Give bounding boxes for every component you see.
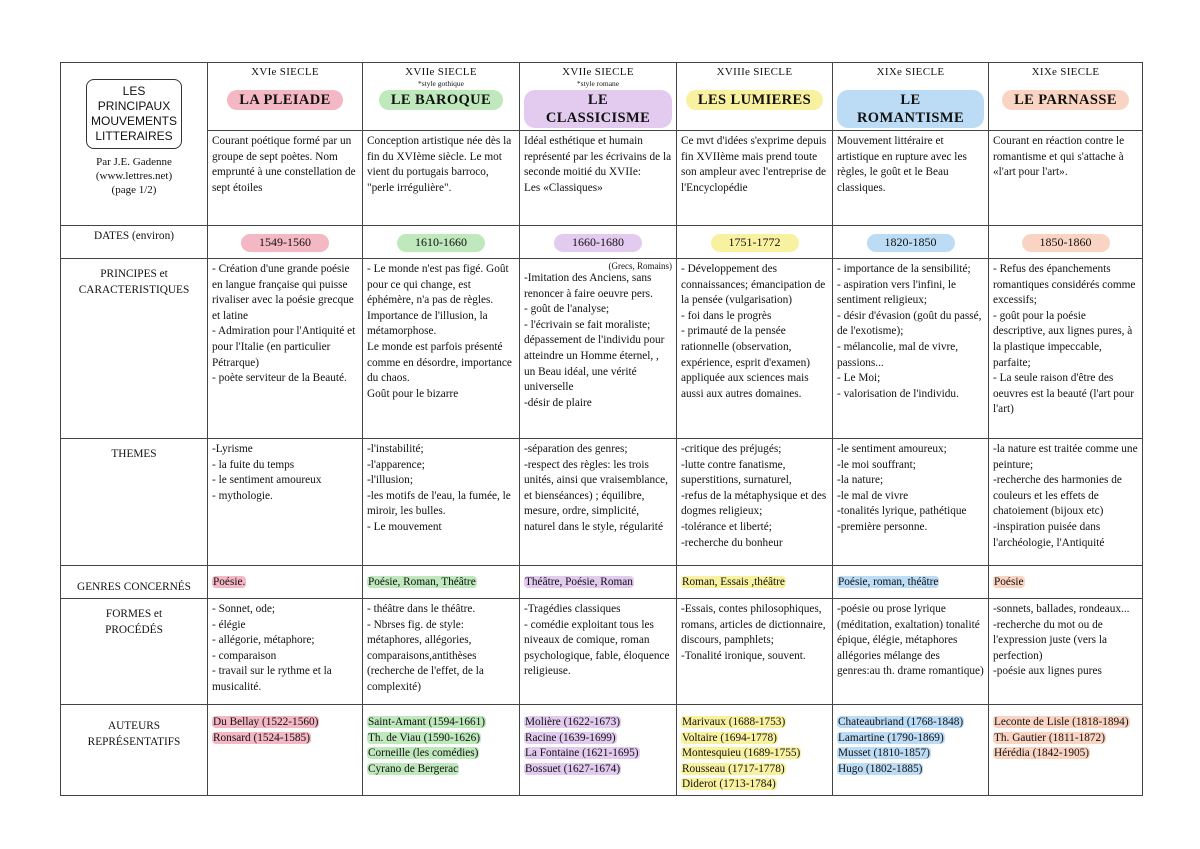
author-entry <box>212 731 358 747</box>
principe-item: - l'écrivain se fait moraliste; dépassement de l'individu pour atteindre un Homme éternel, , un Beau idéal, une vérité universelle <box>524 318 665 394</box>
movement-title-wrap <box>524 90 672 128</box>
author-name: Hugo (1802-1885) <box>838 762 923 775</box>
theme-item: -le mal de vivre <box>837 489 909 502</box>
movement-title-wrap <box>681 90 828 110</box>
author-name: Lamartine (1790-1869) <box>838 731 944 744</box>
genres-cell <box>208 566 363 599</box>
themes-cell <box>989 439 1143 566</box>
author-name: Th. de Viau (1590-1626) <box>368 731 481 744</box>
theme-item: -recherche du bonheur <box>681 536 783 549</box>
movement-title: LES LUMIERES <box>686 90 823 110</box>
principe-item: - mélancolie, mal de vivre, passions... <box>837 340 959 369</box>
forme-item: - théâtre dans le théâtre. <box>367 603 476 615</box>
author-name: Racine (1639-1699) <box>525 731 616 744</box>
date-range: 1660-1680 <box>554 234 642 252</box>
author-name: Leconte de Lisle (1818-1894) <box>994 716 1129 728</box>
theme-item: -le sentiment amoureux; <box>837 443 947 455</box>
themes-cell <box>833 439 989 566</box>
movement-header <box>677 63 833 131</box>
forme-item: -Essais, contes philosophiques, romans, articles de dictionnaire, discours, pamphlets; <box>681 603 826 647</box>
title-box <box>86 79 182 149</box>
style-note <box>681 79 828 88</box>
theme-item: - la fuite du temps <box>212 458 295 471</box>
theme-item: -la nature; <box>837 474 884 487</box>
principes-cell <box>520 259 677 439</box>
movement-header <box>363 63 520 131</box>
author-name: Hérédia (1842-1905) <box>994 747 1090 760</box>
author-entry <box>367 746 515 762</box>
theme-item: -première personne. <box>837 520 928 533</box>
formes-row <box>61 599 1143 705</box>
century-label: XVIIe SIECLE <box>562 66 634 78</box>
century-label: XIXe SIECLE <box>1031 66 1100 78</box>
byline <box>65 155 203 197</box>
forme-item: - Nbrses fig. de style: métaphores, allégories, comparaisons,antithèses (recherche de l'effet, de la complexité) <box>367 618 484 693</box>
author-entry <box>837 731 984 747</box>
author-name: Th. Gautier (1811-1872) <box>994 731 1105 744</box>
auteurs-cell <box>208 705 363 796</box>
themes-cell <box>363 439 520 566</box>
theme-item: -l'apparence; <box>367 458 425 471</box>
formes-cell <box>208 599 363 705</box>
forme-item: -Tonalité ironique, souvent. <box>681 649 806 662</box>
movement-header <box>520 63 677 131</box>
principe-item: - importance de la sensibilité; <box>837 263 971 275</box>
row-label-principes <box>61 259 208 439</box>
date-range: 1820-1850 <box>867 234 955 252</box>
principe-item: - Le Moi; <box>837 372 881 385</box>
movement-title-wrap <box>993 90 1138 110</box>
forme-item: - Sonnet, ode; <box>212 603 276 615</box>
definition-text: Courant poétique formé par un groupe de sept poètes. Nom emprunté à une constellation de sept étoiles <box>212 135 356 194</box>
principe-item: - Création d'une grande poésie en langue française qui puisse rivaliser avec la poésie grecque et latine <box>212 263 354 322</box>
movement-header <box>208 63 363 131</box>
date-range: 1751-1772 <box>711 234 799 252</box>
definition-text: Idéal esthétique et humain représenté par les écrivains de la seconde moitié du XVIIe: <box>524 135 672 179</box>
principe-item: -désir de plaire <box>524 396 592 409</box>
row-label-line: CARACTERISTIQUES <box>78 283 190 296</box>
definition-text: Les «Classiques» <box>524 181 603 194</box>
auteurs-row <box>61 705 1143 796</box>
movement-title: LE PARNASSE <box>1002 90 1129 110</box>
row-label-dates: DATES (environ) <box>61 226 208 259</box>
title-line: PRINCIPAUX <box>97 99 171 113</box>
themes-cell <box>677 439 833 566</box>
forme-item: - travail sur le rythme et la musicalité. <box>212 665 332 693</box>
dates-cell <box>989 226 1143 259</box>
auteurs-cell <box>520 705 677 796</box>
theme-item: - le sentiment amoureux <box>212 474 322 487</box>
author-name: Corneille (les comédies) <box>368 747 479 760</box>
style-note <box>993 79 1138 88</box>
theme-item: - Le mouvement <box>367 520 442 533</box>
genres-text: Théâtre, Poésie, Roman <box>525 575 633 588</box>
definition-cell <box>989 131 1143 226</box>
formes-cell <box>677 599 833 705</box>
forme-item: -poésie ou prose lyrique (méditation, exaltation) tonalité épique, élégie, métaphores allégories mélange des genres:au th. drame romantique) <box>837 603 984 678</box>
principe-item: Le monde est parfois présenté comme en désordre, importance du chaos. <box>367 340 512 385</box>
date-range: 1610-1660 <box>397 234 485 252</box>
author-entry <box>524 746 672 762</box>
principe-item: - Refus des épanchements romantiques considérés comme excessifs; <box>993 263 1136 307</box>
theme-item: -lutte contre fanatisme, superstitions, surnaturel, <box>681 458 792 487</box>
theme-item: -respect des règles: les trois unités, ainsi que vraisemblance, et bienséances) ; équilibre, mesure, ordre, simplicité, naturel dans le style, régularité <box>524 458 668 533</box>
genres-cell <box>677 566 833 599</box>
style-note <box>837 79 984 88</box>
date-note: (Grecs, Romains) <box>608 261 672 271</box>
principes-cell <box>677 259 833 439</box>
style-note <box>212 79 358 88</box>
style-note: *style romane <box>576 79 620 88</box>
author-entry <box>837 715 984 731</box>
principe-item: - goût de l'analyse; <box>524 303 610 316</box>
theme-item: -tonalités lyrique, pathétique <box>837 505 967 518</box>
principe-item: - poète serviteur de la Beauté. <box>212 372 347 385</box>
definition-text: Ce mvt d'idées s'exprime depuis fin XVIIème mais prend toute son ampleur avec l'entreprise de l'Encyclopédie <box>681 135 827 194</box>
author-name: Montesquieu (1689-1755) <box>682 747 801 760</box>
author-entry <box>993 731 1138 747</box>
principe-item: - foi dans le progrès <box>681 309 772 322</box>
theme-item: -les motifs de l'eau, la fumée, le miroir, les bulles. <box>367 489 511 518</box>
row-label-auteurs <box>61 705 208 796</box>
century-label: XVIIIe SIECLE <box>716 66 793 78</box>
principes-cell <box>833 259 989 439</box>
theme-item: -refus de la métaphysique et des dogmes religieux; <box>681 489 827 518</box>
theme-item: -séparation des genres; <box>524 443 628 455</box>
author-name: La Fontaine (1621-1695) <box>525 747 639 760</box>
author-name: Voltaire (1694-1778) <box>682 731 777 744</box>
movement-title: LE CLASSICISME <box>524 90 672 128</box>
forme-item: -sonnets, ballades, rondeaux... <box>993 603 1130 615</box>
genres-cell <box>833 566 989 599</box>
forme-item: - comédie exploitant tous les niveaux de comique, roman psychologique, fable, éloquence religieuse. <box>524 618 670 678</box>
author-name: Cyrano de Bergerac <box>368 762 459 775</box>
movements-table <box>60 62 1142 791</box>
definition-cell <box>363 131 520 226</box>
author-entry <box>681 715 828 731</box>
auteurs-cell <box>677 705 833 796</box>
author-name: Diderot (1713-1784) <box>682 778 776 791</box>
author-entry <box>367 731 515 747</box>
forme-item: -Tragédies classiques <box>524 603 621 615</box>
genres-text: Roman, Essais ,théâtre <box>682 575 785 588</box>
author-name: Musset (1810-1857) <box>838 747 930 760</box>
dates-cell <box>833 226 989 259</box>
author-name: Chateaubriand (1768-1848) <box>838 716 964 728</box>
author-entry <box>367 762 515 778</box>
principe-item: - Développement des connaissances; émancipation de la pensée (vulgarisation) <box>681 263 826 307</box>
theme-item: -l'instabilité; <box>367 443 424 455</box>
movement-title: LE BAROQUE <box>379 90 503 110</box>
theme-item: -recherche des harmonies de couleurs et les effets de chatoiement (bijoux etc) <box>993 474 1122 518</box>
author-entry <box>993 715 1138 731</box>
title-line: LITTERAIRES <box>95 129 173 143</box>
formes-cell <box>520 599 677 705</box>
genres-row <box>61 566 1143 599</box>
row-label-line: REPRÉSENTATIFS <box>87 735 181 748</box>
forme-item: -recherche du mot ou de l'expression juste (vers la perfection) <box>993 618 1108 662</box>
dates-cell <box>677 226 833 259</box>
author-entry <box>367 715 515 731</box>
definition-text: Courant en réaction contre le romantisme et qui s'attache à «l'art pour l'art». <box>993 135 1125 179</box>
author-entry <box>681 731 828 747</box>
author-entry <box>681 746 828 762</box>
theme-item: - mythologie. <box>212 489 273 502</box>
movement-title-wrap <box>212 90 358 110</box>
auteurs-cell <box>363 705 520 796</box>
definition-cell <box>677 131 833 226</box>
author-entry <box>524 715 672 731</box>
theme-item: -le moi souffrant; <box>837 458 916 471</box>
movement-title: LE ROMANTISME <box>837 90 984 128</box>
auteurs-cell <box>989 705 1143 796</box>
definition-text: Conception artistique née dès la fin du XVIème siècle. Le mot vient du portugais barroco, "perle irrégulière". <box>367 135 512 194</box>
principes-cell <box>989 259 1143 439</box>
title-line: LES <box>122 84 146 98</box>
author-entry <box>524 762 672 778</box>
byline-website: (www.lettres.net) <box>95 170 173 182</box>
theme-item: -inspiration puisée dans l'archéologie, l'Antiquité <box>993 520 1105 549</box>
genres-cell <box>989 566 1143 599</box>
principes-cell <box>208 259 363 439</box>
principe-item: - Admiration pour l'Antiquité et pour l'Italie (en particulier Pétrarque) <box>212 325 356 369</box>
themes-cell <box>208 439 363 566</box>
row-label-genres: GENRES CONCERNÉS <box>61 566 208 599</box>
principe-item: -Imitation des Anciens, sans renoncer à faire oeuvre pers. <box>524 272 653 300</box>
themes-row <box>61 439 1143 566</box>
author-name: Marivaux (1688-1753) <box>682 716 786 728</box>
theme-item: -l'illusion; <box>367 474 413 487</box>
row-label-line: PROCÉDÉS <box>105 623 163 636</box>
principe-item: - désir d'évasion (goût du passé, de l'exotisme); <box>837 309 982 338</box>
author-entry <box>524 731 672 747</box>
movement-title: LA PLEIADE <box>227 90 342 110</box>
date-range: 1549-1560 <box>241 234 329 252</box>
principe-item: - La seule raison d'être des oeuvres est la beauté (l'art pour l'art) <box>993 372 1134 416</box>
date-range: 1850-1860 <box>1022 234 1110 252</box>
principe-item: - primauté de la pensée rationnelle (observation, expérience, esprit d'examen) appliquée aux sciences mais aussi aux autres domaines. <box>681 325 811 400</box>
definition-cell <box>208 131 363 226</box>
author-name: Bossuet (1627-1674) <box>525 762 621 775</box>
author-entry <box>993 746 1138 762</box>
author-entry <box>837 746 984 762</box>
forme-item: - allégorie, métaphore; <box>212 634 315 647</box>
author-name: Molière (1622-1673) <box>525 716 621 728</box>
author-name: Rousseau (1717-1778) <box>682 762 785 775</box>
principe-item: - Le monde n'est pas figé. Goût pour ce qui change, est éphémère, n'a pas de règles. Importance de l'illusion, la métamorphose. <box>367 263 509 338</box>
dates-cell <box>520 226 677 259</box>
row-label-formes <box>61 599 208 705</box>
dates-row <box>61 226 1143 259</box>
genres-text: Poésie. <box>213 575 246 588</box>
author-entry <box>837 762 984 778</box>
author-name: Du Bellay (1522-1560) <box>213 716 319 728</box>
movement-header <box>833 63 989 131</box>
century-label: XIXe SIECLE <box>876 66 945 78</box>
formes-cell <box>989 599 1143 705</box>
row-label-line: AUTEURS <box>107 720 161 732</box>
genres-text: Poésie <box>994 575 1024 588</box>
theme-item: -la nature est traitée comme une peinture; <box>993 443 1138 471</box>
definition-cell <box>833 131 989 226</box>
row-label-themes: THEMES <box>61 439 208 566</box>
principe-item: - goût pour la poésie descriptive, aux lignes pures, à la plastique impeccable, parfaite; <box>993 309 1133 369</box>
author-entry <box>681 777 828 793</box>
theme-item: -critique des préjugés; <box>681 443 782 455</box>
style-note: *style gothique <box>417 79 465 88</box>
movement-title-wrap <box>837 90 984 128</box>
century-label: XVIIe SIECLE <box>405 66 477 78</box>
formes-cell <box>833 599 989 705</box>
theme-item: -tolérance et liberté; <box>681 520 772 533</box>
movement-title-wrap <box>367 90 515 110</box>
formes-cell <box>363 599 520 705</box>
author-name: Saint-Amant (1594-1661) <box>368 716 486 728</box>
principes-row <box>61 259 1143 439</box>
forme-item: -poésie aux lignes pures <box>993 665 1102 678</box>
principe-item: Goût pour le bizarre <box>367 387 459 400</box>
genres-text: Poésie, Roman, Théâtre <box>368 575 476 588</box>
principe-item: - valorisation de l'individu. <box>837 387 959 400</box>
definition-cell <box>520 131 677 226</box>
genres-cell <box>363 566 520 599</box>
title-cell <box>61 63 208 226</box>
theme-item: -Lyrisme <box>212 443 253 455</box>
author-name: Ronsard (1524-1585) <box>213 731 310 744</box>
movement-header <box>989 63 1143 131</box>
row-label-line: PRINCIPES et <box>100 268 168 280</box>
author-entry <box>681 762 828 778</box>
row-label-line: FORMES et <box>105 608 163 620</box>
author-entry <box>212 715 358 731</box>
auteurs-cell <box>833 705 989 796</box>
genres-text: Poésie, roman, théâtre <box>838 575 939 588</box>
themes-cell <box>520 439 677 566</box>
title-line: MOUVEMENTS <box>90 114 177 128</box>
principes-cell <box>363 259 520 439</box>
byline-author: Par J.E. Gadenne <box>96 156 172 168</box>
forme-item: - comparaison <box>212 649 277 662</box>
genres-cell <box>520 566 677 599</box>
byline-page: (page 1/2) <box>111 184 157 196</box>
principe-item: - aspiration vers l'infini, le sentiment religieux; <box>837 278 957 307</box>
dates-cell <box>363 226 520 259</box>
definition-row <box>61 131 1143 226</box>
dates-cell <box>208 226 363 259</box>
forme-item: - élégie <box>212 618 246 631</box>
definition-text: Mouvement littéraire et artistique en rupture avec les règles, le goût et le Beau classiques. <box>837 135 967 194</box>
century-label: XVIe SIECLE <box>251 66 319 78</box>
